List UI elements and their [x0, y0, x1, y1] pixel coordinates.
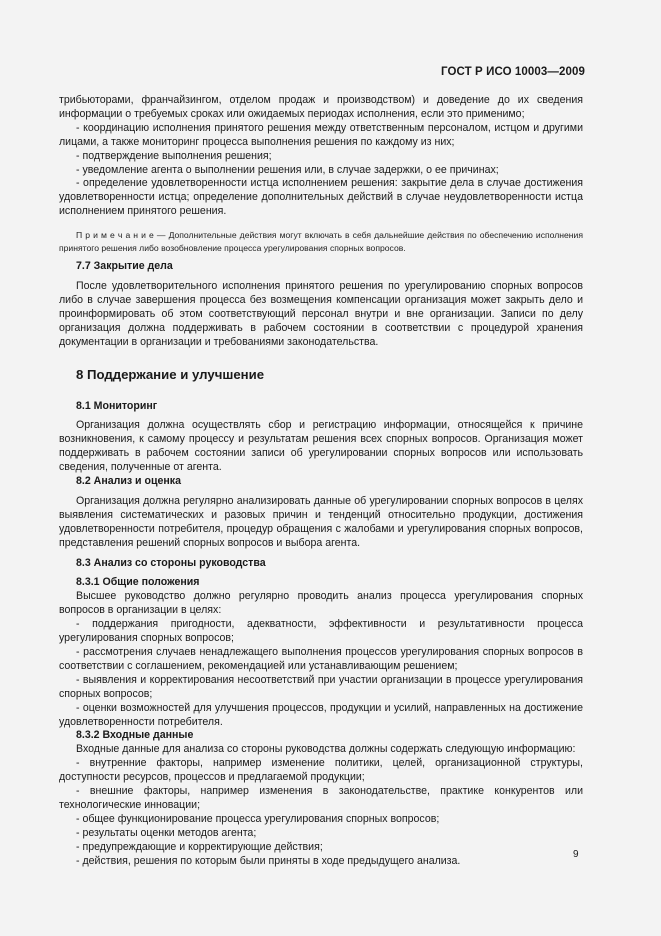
section-heading-8-3-1: 8.3.1 Общие положения [76, 576, 200, 589]
list-item: - предупреждающие и корректирующие действия; [76, 840, 323, 853]
standard-header: ГОСТ Р ИСО 10003—2009 [440, 66, 585, 78]
section-heading-8-3: 8.3 Анализ со стороны руководства [76, 556, 266, 569]
list-item: - подтверждение выполнения решения; [76, 149, 272, 162]
section-heading-8-3-2: 8.3.2 Входные данные [76, 729, 194, 742]
list-item: - действия, решения по которым были приняты в ходе предыдущего анализа. [76, 854, 461, 867]
paragraph: Организация должна осуществлять сбор и регистрацию информации, относящейся к причине возникновения, к самому процессу и результатам решения всех спорных вопросов. Организация может поддерживать в рабочем состоянии записи об урегулировании спорных вопросов или использовать сведения, полученные от агента. [59, 419, 583, 474]
section-heading-8-2: 8.2 Анализ и оценка [76, 475, 181, 488]
list-item: - координацию исполнения принятого решения между ответственным персоналом, истцом и другими лицами, а также мониторинг процесса выполнения решения по каждому из них; [59, 121, 583, 148]
document-body [59, 94, 583, 869]
paragraph: После удовлетворительного исполнения принятого решения по урегулированию спорных вопросов либо в случае завершения процесса без возмещения компенсации организация может закрыть дело и проинформировать об этом соответствующий персонал внутри и вне организации. Записи по делу организация должна поддерживать в рабочем состоянии в соответствии с процедурой хранения документации в организации и требованиями законодательства. [59, 280, 583, 348]
list-item: - внутренние факторы, например изменение политики, целей, организационной структуры, доступности ресурсов, процессов и предлагаемой продукции; [59, 757, 583, 784]
list-item: - рассмотрения случаев ненадлежащего выполнения процессов урегулирования спорных вопросов в соответствии с соглашением, рекомендацией или устанавливающим решением; [59, 646, 583, 672]
section-heading-8: 8 Поддержание и улучшение [76, 366, 265, 382]
paragraph: Организация должна регулярно анализировать данные об урегулировании спорных вопросов в целях выявления систематических и разовых причин и тенденций относительно продукции, достижения удовлетворенности потребителя, процедур обращения с жалобами и урегулирования спорных вопросов, представления решений спорных вопросов и выбора агента. [59, 494, 583, 549]
note: П р и м е ч а н и е — Дополнительные действия могут включать в себя дальнейшие действия по обеспечению исполнения принятого решения либо возобновление процесса урегулирования спорных вопросов. [59, 230, 583, 253]
list-item: - внешние факторы, например изменения в законодательстве, практике конкурентов или технологические инновации; [59, 785, 583, 811]
list-item: - поддержания пригодности, адекватности, эффективности и результативности процесса урегулирования спорных вопросов; [59, 618, 583, 645]
paragraph: Входные данные для анализа со стороны руководства должны содержать следующую информацию: [76, 743, 576, 756]
list-item: - выявления и корректирования несоответствий при участии организации в процессе урегулирования спорных вопросов; [59, 673, 583, 700]
paragraph: Высшее руководство должно регулярно проводить анализ процесса урегулирования спорных вопросов в организации в целях: [59, 590, 583, 617]
paragraph: трибьюторами, франчайзингом, отделом продаж и производством) и доведение до их сведения информации о требуемых сроках или ожидаемых периодах исполнения, если это применимо; [59, 94, 583, 120]
list-item: - общее функционирование процесса урегулирования спорных вопросов; [76, 812, 440, 825]
section-heading-8-1: 8.1 Мониторинг [76, 399, 158, 412]
section-heading-7-7: 7.7 Закрытие дела [76, 260, 173, 273]
list-item: - уведомление агента о выполнении решения или, в случае задержки, о ее причинах; [76, 163, 499, 176]
list-item: - оценки возможностей для улучшения процессов, продукции и усилий, направленных на достижение удовлетворенности потребителя. [59, 701, 583, 728]
page-number: 9 [573, 849, 579, 860]
list-item: - результаты оценки методов агента; [76, 826, 257, 839]
list-item: - определение удовлетворенности истца исполнением решения: закрытие дела в случае достижения удовлетворенности истца; определение дополнительных действий в случае неудовлетворенности истца исполнением принятого решения. [59, 177, 583, 218]
